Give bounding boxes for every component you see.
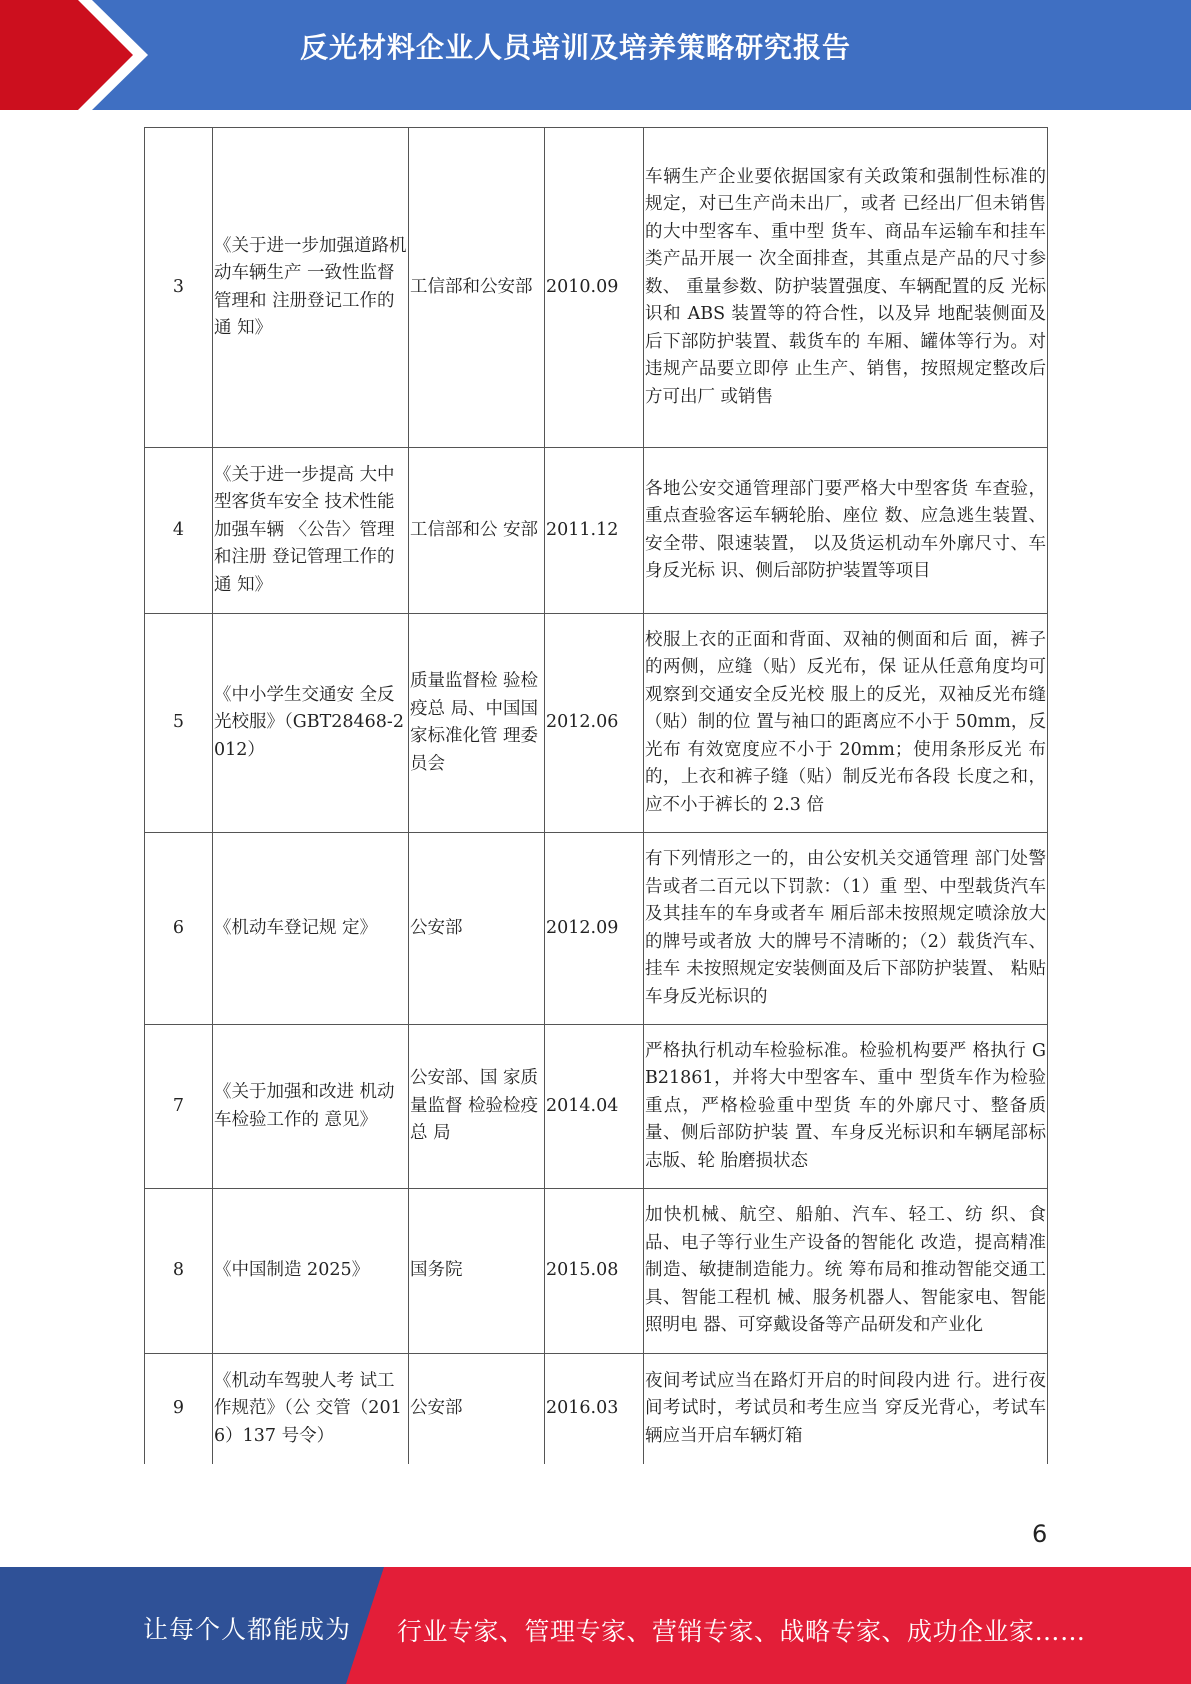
issuing-department: 工信部和公安部 xyxy=(409,128,545,448)
footer-slogan-lead: 让每个人都能成为 xyxy=(143,1615,352,1644)
issue-date: 2012.09 xyxy=(545,833,644,1025)
regulation-detail: 严格执行机动车检验标准。检验机构要严 格执行 GB21861，并将大中型客车、重中 型货车作为检验重点，严格检验重中型货 车的外廓尺寸、整备质量、侧后部防护装 置、车身反光标识和车辆尾部标志版、轮 胎磨损状态 xyxy=(644,1025,1048,1189)
header-arrow-decoration xyxy=(0,0,160,110)
issue-date: 2010.09 xyxy=(545,128,644,448)
row-number: 9 xyxy=(145,1354,213,1464)
table-row xyxy=(145,833,1048,1025)
regulation-detail: 夜间考试应当在路灯开启的时间段内进 行。进行夜间考试时，考试员和考生应当 穿反光背心，考试车辆应当开启车辆灯箱 xyxy=(644,1354,1048,1464)
row-number: 4 xyxy=(145,448,213,614)
regulation-name: 《关于进一步加强道路机动车辆生产 一致性监督管理和 注册登记工作的通 知》 xyxy=(213,128,409,448)
page-number: 6 xyxy=(1032,1520,1048,1548)
row-number: 3 xyxy=(145,128,213,448)
row-number: 5 xyxy=(145,614,213,833)
regulation-name: 《关于进一步提高 大中型客货车安全 技术性能加强车辆 〈公告〉管理和注册 登记管理工作的通 知》 xyxy=(213,448,409,614)
table-row xyxy=(145,1354,1048,1464)
table-row xyxy=(145,1189,1048,1354)
issuing-department: 国务院 xyxy=(409,1189,545,1354)
page-header xyxy=(0,0,1191,110)
regulation-name: 《中小学生交通安 全反光校服》（GBT28468-2012） xyxy=(213,614,409,833)
page-footer xyxy=(0,1567,1191,1684)
row-number: 8 xyxy=(145,1189,213,1354)
regulation-name: 《机动车驾驶人考 试工作规范》（公 交管（2016）137 号令） xyxy=(213,1354,409,1464)
issuing-department: 质量监督检 验检疫总 局、中国国 家标准化管 理委员会 xyxy=(409,614,545,833)
issue-date: 2015.08 xyxy=(545,1189,644,1354)
row-number: 6 xyxy=(145,833,213,1025)
table-row xyxy=(145,1025,1048,1189)
table-row xyxy=(145,614,1048,833)
issuing-department: 公安部 xyxy=(409,1354,545,1464)
issuing-department: 公安部 xyxy=(409,833,545,1025)
regulation-detail: 各地公安交通管理部门要严格大中型客货 车查验，重点查验客运车辆轮胎、座位 数、应急逃生装置、安全带、限速装置， 以及货运机动车外廓尺寸、车身反光标 识、侧后部防护装置等项目 xyxy=(644,448,1048,614)
table-row xyxy=(145,448,1048,614)
issue-date: 2012.06 xyxy=(545,614,644,833)
policy-table xyxy=(144,127,1048,1464)
table-row xyxy=(145,128,1048,448)
issuing-department: 工信部和公 安部 xyxy=(409,448,545,614)
issuing-department: 公安部、国 家质量监督 检验检疫总 局 xyxy=(409,1025,545,1189)
issue-date: 2011.12 xyxy=(545,448,644,614)
issue-date: 2014.04 xyxy=(545,1025,644,1189)
regulation-detail: 加快机械、航空、船舶、汽车、轻工、纺 织、食品、电子等行业生产设备的智能化 改造，提高精准制造、敏捷制造能力。统 筹布局和推动智能交通工具、智能工程机 械、服务机器人、智能家电、智能照明电 器、可穿戴设备等产品研发和产业化 xyxy=(644,1189,1048,1354)
report-title: 反光材料企业人员培训及培养策略研究报告 xyxy=(300,31,852,64)
regulation-name: 《机动车登记规 定》 xyxy=(213,833,409,1025)
row-number: 7 xyxy=(145,1025,213,1189)
issue-date: 2016.03 xyxy=(545,1354,644,1464)
regulation-name: 《关于加强和改进 机动车检验工作的 意见》 xyxy=(213,1025,409,1189)
regulation-detail: 有下列情形之一的，由公安机关交通管理 部门处警告或者二百元以下罚款：（1）重 型、中型载货汽车及其挂车的车身或者车 厢后部未按照规定喷涂放大的牌号或者放 大的牌号不清晰的；（2）载货汽车、挂车 未按照规定安装侧面及后下部防护装置、 粘贴车身反光标识的 xyxy=(644,833,1048,1025)
footer-slogan-list: 行业专家、管理专家、营销专家、战略专家、成功企业家…… xyxy=(397,1617,1086,1646)
regulation-detail: 校服上衣的正面和背面、双袖的侧面和后 面，裤子的两侧，应缝（贴）反光布，保 证从任意角度均可观察到交通安全反光校 服上的反光，双袖反光布缝（贴）制的位 置与袖口的距离应不小于 50mm，反光布 有效宽度应不小于 20mm；使用条形反光 布的，上衣和裤子缝（贴）制反光布各段 长度之和，应不小于裤长的 2.3 倍 xyxy=(644,614,1048,833)
regulation-name: 《中国制造 2025》 xyxy=(213,1189,409,1354)
regulation-detail: 车辆生产企业要依据国家有关政策和强制性标准的规定，对已生产尚未出厂，或者 已经出厂但未销售的大中型客车、重中型 货车、商品车运输车和挂车类产品开展一 次全面排查，其重点是产品的尺寸参数、 重量参数、防护装置强度、车辆配置的反 光标识和 ABS 装置等的符合性，以及异 地配装侧面及后下部防护装置、载货车的 车厢、罐体等行为。对违规产品要立即停 止生产、销售，按照规定整改后方可出厂 或销售 xyxy=(644,128,1048,448)
